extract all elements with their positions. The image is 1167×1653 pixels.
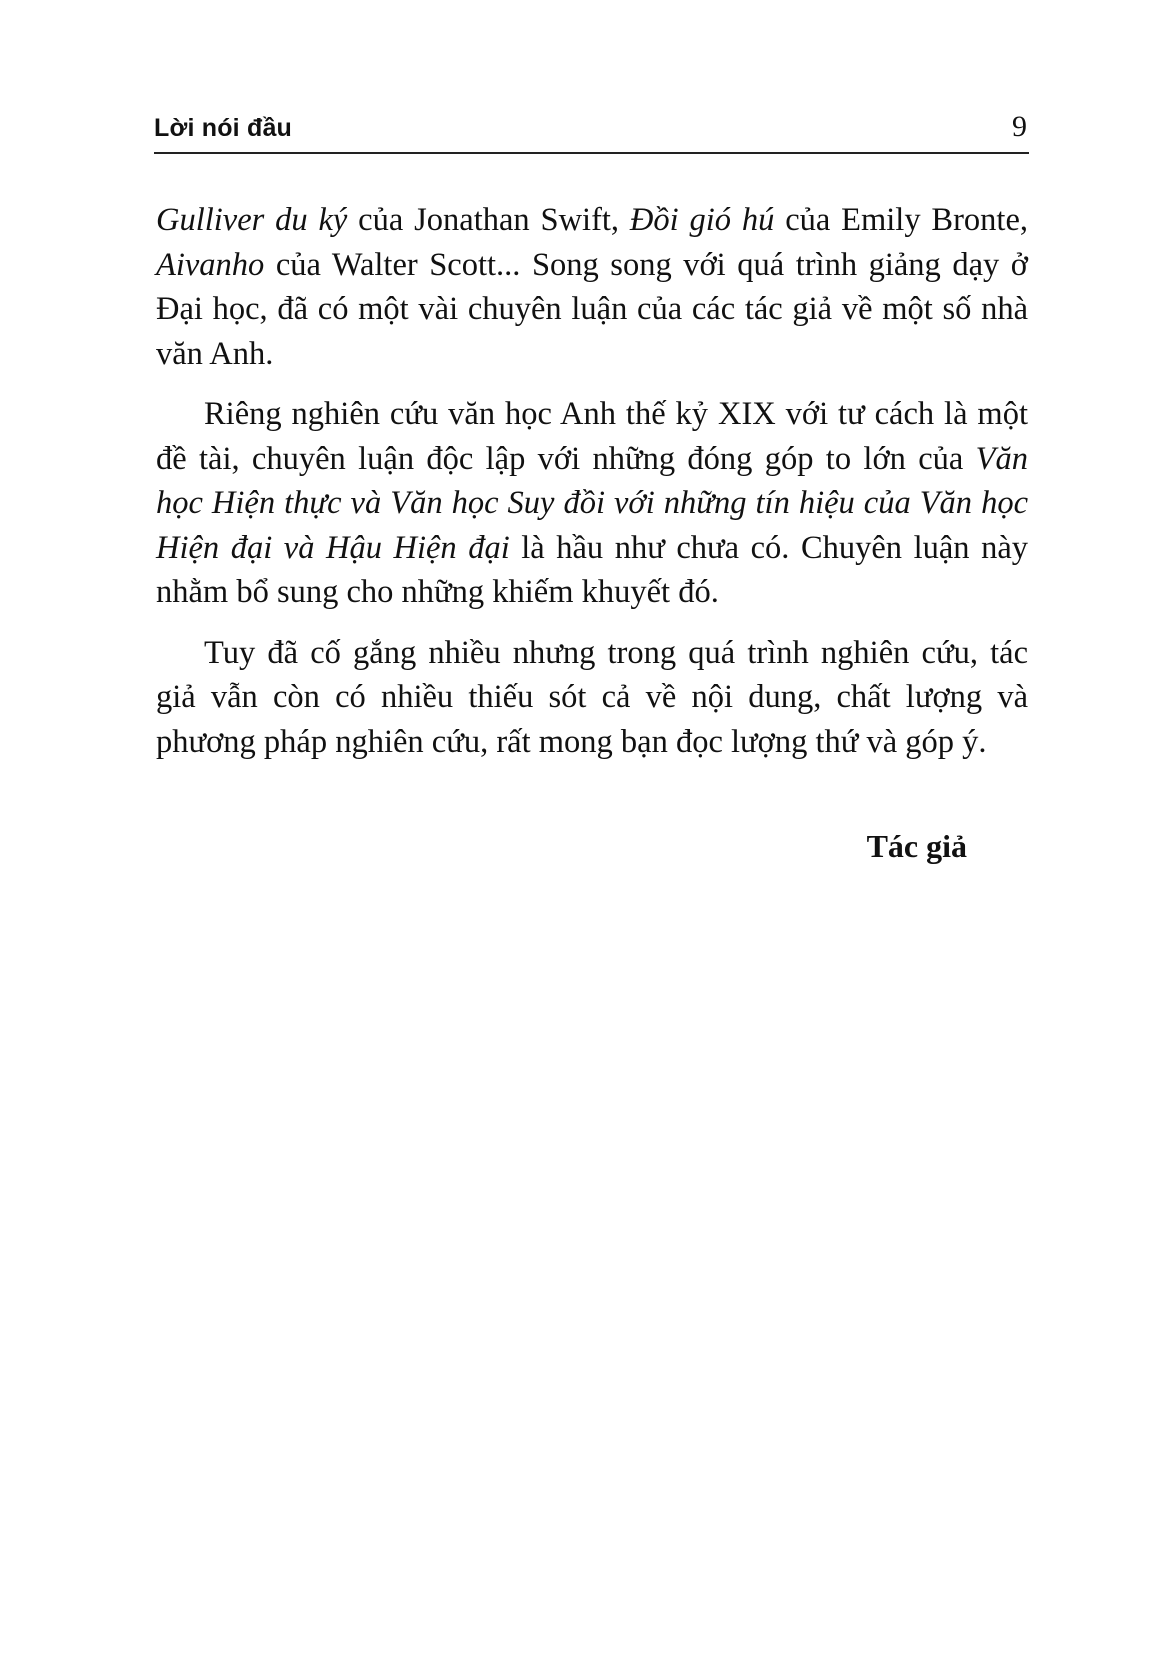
italic-phrase: Văn học Hiện thực và Văn học Suy đồi với những tín hiệu của Văn học Hiện đại và Hậu Hiện đại [156,440,1028,566]
paragraph-2 [156,392,1028,615]
body-text [156,198,1028,780]
book-title-doi-gio-hu: Đồi gió hú [629,202,775,238]
running-header [154,108,1029,154]
text-run: Tuy đã cố gắng nhiều nhưng trong quá trình nghiên cứu, tác giả vẫn còn có nhiều thiếu sót cả về nội dung, chất lượng và phương pháp nghiên cứu, rất mong bạn đọc lượng thứ và góp ý. [156,634,1028,760]
paragraph-3 [156,631,1028,765]
book-title-gulliver: Gulliver du ký [156,202,348,238]
page-number: 9 [1012,110,1027,143]
text-run: của Emily Bronte, [774,202,1028,238]
paragraph-1 [156,198,1028,376]
book-title-aivanho: Aivanho [156,246,265,283]
chapter-title: Lời nói đầu [154,114,293,142]
author-signature: Tác giả [866,828,967,864]
text-run: của Jonathan Swift, [347,202,630,238]
text-run: của Walter Scott... Song song với quá trình giảng dạy ở Đại học, đã có một vài chuyên luận của các tác giả về một số nhà văn Anh. [156,246,1028,372]
text-run: Riêng nghiên cứu văn học Anh thế kỷ XIX với tư cách là một đề tài, chuyên luận độc lập với những đóng góp to lớn của [156,396,1028,477]
text-run: là hầu như chưa có. Chuyên luận này nhằm bổ sung cho những khiếm khuyết đó. [156,529,1028,610]
